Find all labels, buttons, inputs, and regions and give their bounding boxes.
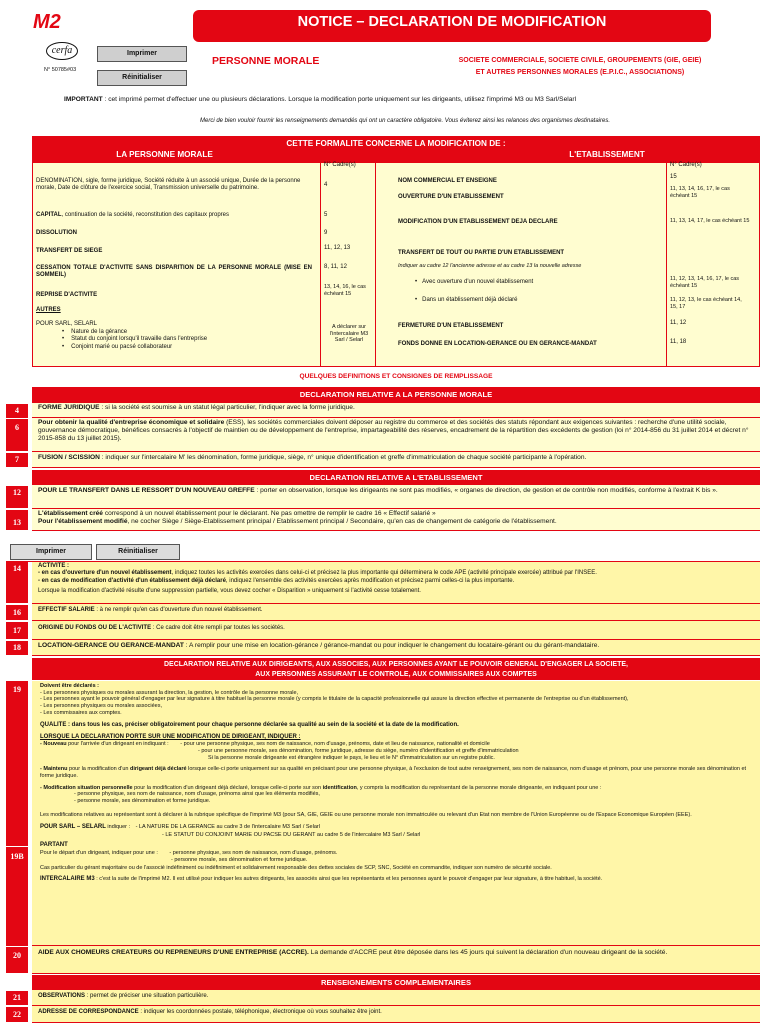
cadre-number-19: 19 [6, 681, 28, 846]
left-column-heading: LA PERSONNE MORALE [116, 150, 213, 159]
row-18: LOCATION-GERANCE OU GERANCE-MANDAT : A remplir pour une mise en location-gérance / gérance-mandat ou pour indiquer le changement du locataire-gérant ou du gérant-mandataire. [32, 640, 760, 656]
left-item-1: CAPITAL, continuation de la société, reconstitution des capitaux propres [36, 212, 229, 218]
intercalaire-note: A déclarer sur l'intercalaire M3 Sarl / Selarl [329, 324, 369, 344]
societe-line-2: ET AUTRES PERSONNES MORALES (E.P.I.C., ASSOCIATIONS) [475, 69, 685, 76]
page-title: NOTICE – DECLARATION DE MODIFICATION [193, 10, 711, 42]
print-button-2[interactable]: Imprimer [10, 544, 92, 560]
right-cadre-divider [666, 162, 667, 367]
cadre-number-12: 12 [6, 486, 28, 508]
transfert-item-0: • Avec ouverture d'un nouvel établissement [415, 279, 534, 285]
sarl-label: POUR SARL, SELARL [36, 321, 98, 327]
left-item-3: TRANSFERT DE SIEGE [36, 248, 103, 254]
left-item-4: CESSATION TOTALE D'ACTIVITE SANS DISPARITION DE LA PERSONNE MORALE (MISE EN SOMMEIL) [36, 265, 312, 279]
etab-row-12: POUR LE TRANSFERT DANS LE RESSORT D'UN NOUVEAU GREFFE : porter en observation, lorsque les dirigeants ne sont pas modifiés, « organes de direction, de gestion et de contrôle non modifiés, conforme à l'extrait K bis ». [32, 485, 760, 509]
fonds-cadre: 11, 18 [670, 339, 687, 345]
pm-row-7: FUSION / SCISSION : indiquer sur l'intercalaire M' les dénomination, forme juridique, siège, n° unique d'identification et greffe d'immatriculation de chaque société participante à l'opération. [32, 452, 760, 468]
row-21: OBSERVATIONS : permet de préciser une situation particulière. [32, 990, 760, 1006]
transfert-cadre-1: 11, 12, 13, le cas échéant 14, 15, 17 [670, 297, 742, 310]
reset-button-2[interactable]: Réinitialiser [96, 544, 180, 560]
cadre-number-20: 20 [6, 947, 28, 973]
reset-button[interactable]: Réinitialiser [97, 70, 187, 86]
cerfa-number: N° 50785#03 [44, 67, 77, 73]
pm-section-header: DECLARATION RELATIVE A LA PERSONNE MORALE [32, 387, 760, 403]
dir-body: Doivent être déclarés : - Les personnes physiques ou morales assurant la direction, la gestion, le contrôle de la personne morale, - Les personnes ayant le pouvoir général d'engager par leur signature à titre habituel la personne morale (y compris le titulaire de la capacité professionnelle qui assure la direction effective et permanente de l'entreprise ou d'un établissement), - Les personnes physiques ou morales associées, - Les commissaires aux comptes. QUALITE : dans tous les cas, préciser obligatoirement pour chaque personne déclarée sa qualité au sein de la société et la date de la modification. LORSQUE LA DECLARATION PORTE SUR UNE MODIFICATION DE DIRIGEANT, INDIQUER : - Nouveau pour l'arrivée d'un dirigeant en indiquant : - pour une personne physique, ses nom de naissance, nom d'usage, prénoms, date et lieu de naissance, nationalité et domicile - pour une personne morale, ses dénomination, forme juridique, adresse du siège, numéro d'identification et greffe d'immatriculation Si la personne morale dirigeante est étrangère indiquer le pays, le lieu et le N° d'immatriculation sur un registre public. - Maintenu pour la modification d'un dirigeant déjà déclaré lorsque celle-ci porte uniquement sur sa qualité en précisant pour une personne physique, à l'exclusion de tout autre renseignement, ses nom de naissance, nom d'usage et prénom, pour une personne morale ses dénomination et forme juridique. - Modification situation personnelle pour la modification d'un dirigeant déjà déclaré, lorsque celle-ci porte sur son identification, y compris la modification du représentant de la personne morale dirigeante, en indiquant pour une : - personne physique, ses nom de naissance, nom d'usage, prénoms ainsi que les éléments modifiés, - personne morale, ses dénomination et forme juridique. Les modifications relatives au représentant sont à déclarer à la rubrique spécifique de l'imprimé M3 (pour SA, GIE, GEIE ou une personne morale non immatriculée ou relevant d'un Etat non membre de l'Union Européenne ou de l'Espace Economique Européen (EEE). POUR SARL – SELARL indiquer : - LA NATURE DE LA GERANCE au cadre 3 de l'intercalaire M3 Sarl / Selarl - LE STATUT DU CONJOINT MARIE OU PACSE DU GERANT au cadre 5 de l'intercalaire M3 Sarl / Selarl PARTANT Pour le départ d'un dirigeant, indiquer pour une : - personne physique, ses nom de naissance, nom d'usage, prénoms. - personne morale, ses dénomination et forme juridique. Cas particulier du gérant majoritaire ou de l'associé indéfiniment ou indéfiniment et solidairement responsable des dettes sociales de SCP, SNC, Société en commandite, indiquer son numéro de sécurité sociale. INTERCALAIRE M3 : c'est la suite de l'imprimé M2. Il est utilisé pour indiquer les autres dirigeants, les associés ainsi que les représentants et les personnes ayant le pouvoir d'engager par leur signature, à titre habituel, la société. [32, 681, 760, 946]
cerfa-logo: cerfa [46, 42, 78, 60]
right-cadre-0: 15 [670, 174, 677, 180]
personne-morale-heading: PERSONNE MORALE [212, 55, 320, 67]
left-item-2: DISSOLUTION [36, 230, 78, 236]
transfert-cadre-0: 11, 12, 13, 14, 16, 17, le cas échéant 15 [670, 276, 740, 289]
cadre-number-14: 14 [6, 562, 28, 603]
print-button[interactable]: Imprimer [97, 46, 187, 62]
left-item-0: DENOMINATION, sigle, forme juridique, Société réduite à un associé unique, Durée de la personne morale, Date de clôture de l'exercice social, Transmission universelle du patrimoine. [36, 178, 301, 192]
pm-row-4: FORME JURIDIQUE : si la société est soumise à un statut légal particulier, l'indiquer avec la forme juridique. [32, 403, 760, 418]
right-column-heading: L'ETABLISSEMENT [569, 150, 645, 159]
right-item-2: MODIFICATION D'UN ETABLISSEMENT DEJA DECLARE [398, 219, 558, 225]
right-cadre-2: 11, 13, 14, 17, le cas échéant 15 [670, 218, 750, 224]
left-cadre-1: 5 [324, 212, 328, 218]
comp-section-header: RENSEIGNEMENTS COMPLEMENTAIRES [32, 975, 760, 990]
left-cadre-4: 8, 11, 12 [324, 264, 347, 270]
left-cadre-5: 13, 14, 16, le cas échéant 15 [324, 284, 366, 297]
right-item-0: NOM COMMERCIAL ET ENSEIGNE [398, 178, 497, 184]
transfert-item-1: • Dans un établissement déjà déclaré [415, 297, 518, 303]
row-20: AIDE AUX CHOMEURS CREATEURS OU REPRENEURS D'UNE ENTREPRISE (ACCRE). La demande d'ACCRE peut être déposée dans les 45 jours qui suivent la déclaration d'un nouveau dirigeant de la société. [32, 946, 760, 974]
cadre-number-7: 7 [6, 453, 28, 467]
row-22: ADRESSE DE CORRESPONDANCE : indiquer les coordonnées postale, téléphonique, électronique où vous souhaitez être joint. [32, 1006, 760, 1023]
row-16: EFFECTIF SALARIE : à ne remplir qu'en cas d'ouverture d'un nouvel établissement. [32, 604, 760, 621]
transfert-note: Indiquer au cadre 12 l'ancienne adresse et au cadre 13 la nouvelle adresse [398, 263, 582, 269]
form-code: M2 [33, 11, 61, 33]
row-17: ORIGINE DU FONDS OU DE L'ACTIVITE : Ce cadre doit être rempli par toutes les sociétés. [32, 621, 760, 640]
pm-row-6: Pour obtenir la qualité d'entreprise économique et solidaire (ESS), les sociétés commerciales doivent déposer au registre du commerce et des sociétés des statuts répondant aux exigences suivantes : recherche d'une utilité sociale, gouvernance démocratique, bénéfices consacrés à l'objectif de maintien ou de développement de l'entreprise, impartageabilité des réserves, encadrement de la répartition des excédents de gestion (loi n° 2014-856 du 31 juillet 2014 et décret n° 2015-858 du 13 juillet 2015). [32, 418, 760, 452]
cadre-header-right: N° Cadre(s) [670, 162, 702, 168]
autres-label: AUTRES [36, 307, 61, 313]
cadre-number-6: 6 [6, 419, 28, 451]
left-cadre-0: 4 [324, 182, 328, 188]
dir-section-header: DECLARATION RELATIVE AUX DIRIGEANTS, AUX ASSOCIES, AUX PERSONNES AYANT LE POUVOIR GENERAL D'ENGAGER LA SOCIETE, AUX PERSONNES ASSURANT LE CONTROLE, AUX COMMISSAIRES AUX COMPTES [32, 658, 760, 680]
left-item-5: REPRISE D'ACTIVITE [36, 292, 98, 298]
right-item-3: TRANSFERT DE TOUT OU PARTIE D'UN ETABLISSEMENT [398, 250, 565, 256]
row-14: ACTIVITE : - en cas d'ouverture d'un nouvel établissement, indiquez toutes les activités exercées dans celui-ci et précisez la plus importante qui déterminera le code APE (activité principale exercée) attribué par l'INSEE. - en cas de modification d'activité d'un établissement déjà déclaré, indiquez l'ensemble des activités exercées après modification et précisez parmi celles-ci la plus importante. Lorsque la modification d'activité résulte d'une suppression partielle, vous devez cocher « Disparition » uniquement si l'activité cesse totalement. [32, 562, 760, 604]
left-cadre-2: 9 [324, 230, 328, 236]
etab-row-13: L'établissement créé correspond à un nouvel établissement pour le déclarant. Ne pas omettre de remplir le cadre 16 « Effectif salarié » Pour l'établissement modifié, ne cocher Siège / Siège-Etablissement principal / Etablissement principal / Secondaire, qu'en cas de changement de catégorie de l'établissement. [32, 509, 760, 531]
merci-note: Merci de bien vouloir fournir les renseignements demandés qui ont un caractère obligatoire. Vous éviterez ainsi les relances des organismes destinataires. [200, 118, 610, 124]
right-item-1: OUVERTURE D'UN ETABLISSEMENT [398, 194, 504, 200]
cadre-number-18: 18 [6, 641, 28, 655]
cadre-number-22: 22 [6, 1007, 28, 1022]
cadre-number-21: 21 [6, 991, 28, 1005]
fermeture-cadre: 11, 12 [670, 320, 687, 326]
fermeture-item: FERMETURE D'UN ETABLISSEMENT [398, 323, 504, 329]
cadre-number-13: 13 [6, 510, 28, 530]
cadre-number-4: 4 [6, 404, 28, 418]
cadre-number-16: 16 [6, 605, 28, 620]
right-cadre-1: 11, 13, 14, 16, 17, le cas échéant 15 [670, 186, 730, 199]
important-note: IMPORTANT : cet imprimé permet d'effectuer une ou plusieurs déclarations. Lorsque la modification porte uniquement sur les dirigeants, utilisez l'imprimé M3 ou M3 Sarl/Selarl [64, 96, 577, 103]
societe-line-1: SOCIETE COMMERCIALE, SOCIETE CIVILE, GROUPEMENTS (GIE, GEIE) [458, 57, 702, 64]
formalite-header: CETTE FORMALITE CONCERNE LA MODIFICATION DE : LA PERSONNE MORALE L'ETABLISSEMENT [32, 136, 760, 162]
column-divider [375, 162, 376, 367]
definitions-title: QUELQUES DEFINITIONS ET CONSIGNES DE REMPLISSAGE [299, 373, 493, 380]
sarl-items: • Nature de la gérance • Statut du conjoint lorsqu'il travaille dans l'entreprise • Conjoint marié ou pacsé collaborateur [62, 329, 207, 351]
etab-section-header: DECLARATION RELATIVE A L'ETABLISSEMENT [32, 470, 760, 485]
cadre-header-left: N° Cadre(s) [324, 162, 356, 168]
cadre-number-17: 17 [6, 622, 28, 639]
fonds-item: FONDS DONNE EN LOCATION-GERANCE OU EN GERANCE-MANDAT [398, 341, 597, 347]
left-cadre-3: 11, 12, 13 [324, 245, 351, 251]
cadre-number-19b: 19B [6, 847, 28, 946]
